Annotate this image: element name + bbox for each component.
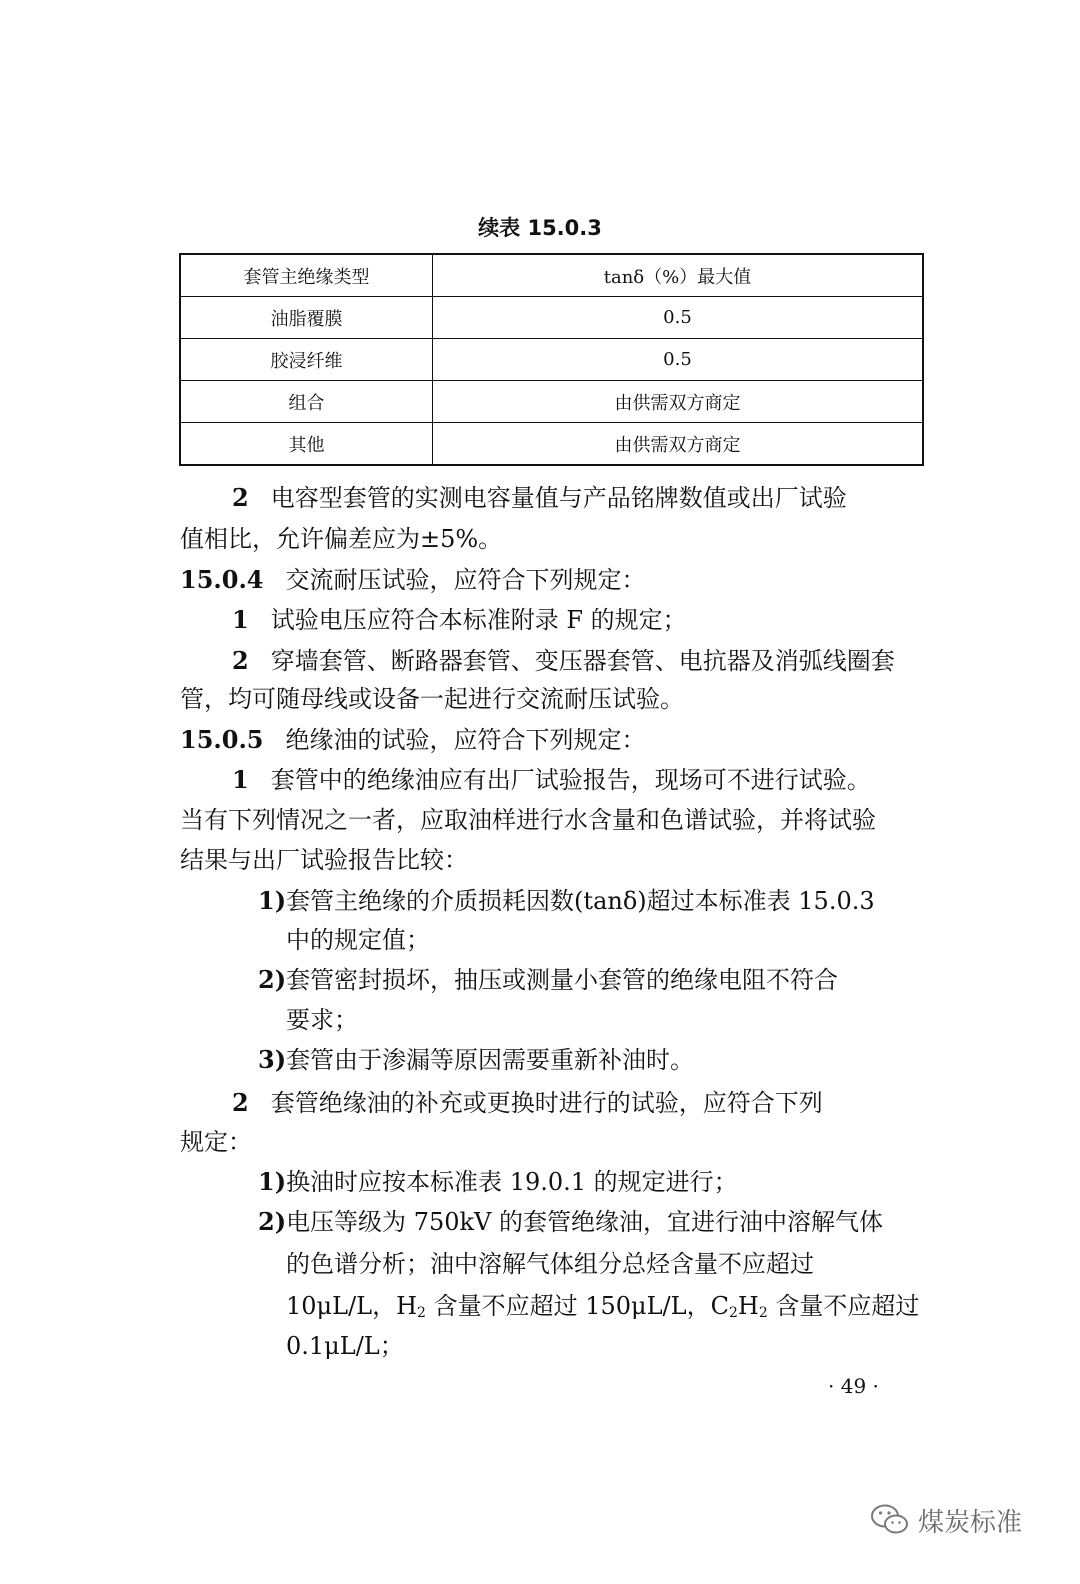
list-item-text: 电压等级为 750kV 的套管绝缘油，宜进行油中溶解气体	[286, 1208, 884, 1236]
list-item-number: 1)	[258, 1167, 287, 1196]
table-header-row	[180, 254, 923, 297]
clause-number: 2	[232, 1088, 249, 1117]
watermark	[870, 1498, 1022, 1542]
list-item-text: 的色谱分析；油中溶解气体组分总烃含量不应超过	[286, 1250, 814, 1278]
table-header-cell: 套管主绝缘类型	[180, 254, 433, 297]
list-item-number: 3)	[258, 1045, 287, 1074]
subscript: 2	[758, 1305, 768, 1321]
section-text: 绝缘油的试验，应符合下列规定：	[285, 726, 646, 754]
clause-number: 1	[232, 605, 249, 634]
clause-text: 套管绝缘油的补充或更换时进行的试验，应符合下列	[270, 1089, 823, 1117]
formula-part: 含量不应超过 150μL/L，C	[425, 1292, 729, 1320]
subscript: 2	[728, 1305, 738, 1321]
section-number: 15.0.4	[180, 565, 264, 594]
wechat-logo-icon	[870, 1503, 910, 1537]
clause-text: 值相比，允许偏差应为±5%。	[180, 525, 503, 553]
list-item	[258, 881, 875, 921]
tan-delta-table	[179, 253, 924, 466]
clause-text: 当有下列情况之一者，应取油样进行水含量和色谱试验，并将试验	[180, 806, 876, 834]
clause-number: 1	[232, 765, 249, 794]
clause-text: 试验电压应符合本标准附录 F 的规定；	[270, 606, 687, 634]
clause-number: 2	[232, 646, 249, 675]
list-item-text-formula	[286, 1286, 919, 1326]
list-item-number: 2)	[258, 965, 287, 994]
table-cell: 由供需双方商定	[433, 381, 924, 423]
clause-text: 规定：	[180, 1128, 252, 1156]
clause-line	[232, 600, 687, 640]
table-cell: 胶浸纤维	[180, 339, 433, 381]
table-cell: 由供需双方商定	[433, 423, 924, 466]
clause-text: 穿墙套管、断路器套管、变压器套管、电抗器及消弧线圈套	[270, 647, 895, 675]
section-heading	[180, 560, 646, 600]
table-row	[180, 339, 923, 381]
table-title: 续表 15.0.3	[478, 216, 602, 240]
section-heading	[180, 720, 646, 760]
clause-text: 结果与出厂试验报告比较：	[180, 846, 468, 874]
list-item-text: 套管密封损坏，抽压或测量小套管的绝缘电阻不符合	[286, 966, 839, 994]
table-header-cell: tanδ（%）最大值	[433, 254, 924, 297]
watermark-text: 煤炭标准	[918, 1507, 1023, 1538]
table-cell: 组合	[180, 381, 433, 423]
clause-line	[232, 1083, 823, 1123]
list-item-text: 套管主绝缘的介质损耗因数(tanδ)超过本标准表 15.0.3	[286, 887, 875, 915]
table-cell: 油脂覆膜	[180, 297, 433, 339]
clause-number: 2	[232, 483, 249, 512]
list-item-number: 2)	[258, 1207, 287, 1236]
list-item	[258, 1202, 883, 1242]
section-number: 15.0.5	[180, 725, 264, 754]
clause-line	[232, 478, 847, 518]
table-cell: 0.5	[433, 339, 924, 381]
table-row	[180, 381, 923, 423]
list-item-number: 1)	[258, 886, 287, 915]
formula-part: 含量不应超过	[767, 1292, 920, 1320]
clause-text: 套管中的绝缘油应有出厂试验报告，现场可不进行试验。	[270, 766, 871, 794]
section-text: 交流耐压试验，应符合下列规定：	[285, 566, 646, 594]
list-item	[258, 960, 838, 1000]
list-item	[258, 1162, 738, 1202]
formula-part: 10μL/L，H	[286, 1292, 418, 1320]
clause-text: 电容型套管的实测电容量值与产品铭牌数值或出厂试验	[270, 484, 847, 512]
table-row	[180, 297, 923, 339]
clause-line	[232, 760, 871, 800]
page-number: · 49 ·	[828, 1374, 879, 1398]
table-row	[180, 423, 923, 466]
list-item-text: 换油时应按本标准表 19.0.1 的规定进行；	[286, 1168, 738, 1196]
table-cell: 0.5	[433, 297, 924, 339]
list-item-text: 中的规定值；	[286, 926, 430, 954]
list-item-text: 套管由于渗漏等原因需要重新补油时。	[286, 1046, 695, 1074]
list-item	[258, 1040, 694, 1080]
list-item-text: 0.1μL/L；	[286, 1332, 404, 1360]
subscript: 2	[417, 1305, 426, 1321]
clause-line	[232, 641, 895, 681]
clause-text: 管，均可随母线或设备一起进行交流耐压试验。	[180, 685, 684, 713]
formula-part: H	[737, 1292, 759, 1320]
table-cell: 其他	[180, 423, 433, 466]
list-item-text: 要求；	[286, 1006, 358, 1034]
